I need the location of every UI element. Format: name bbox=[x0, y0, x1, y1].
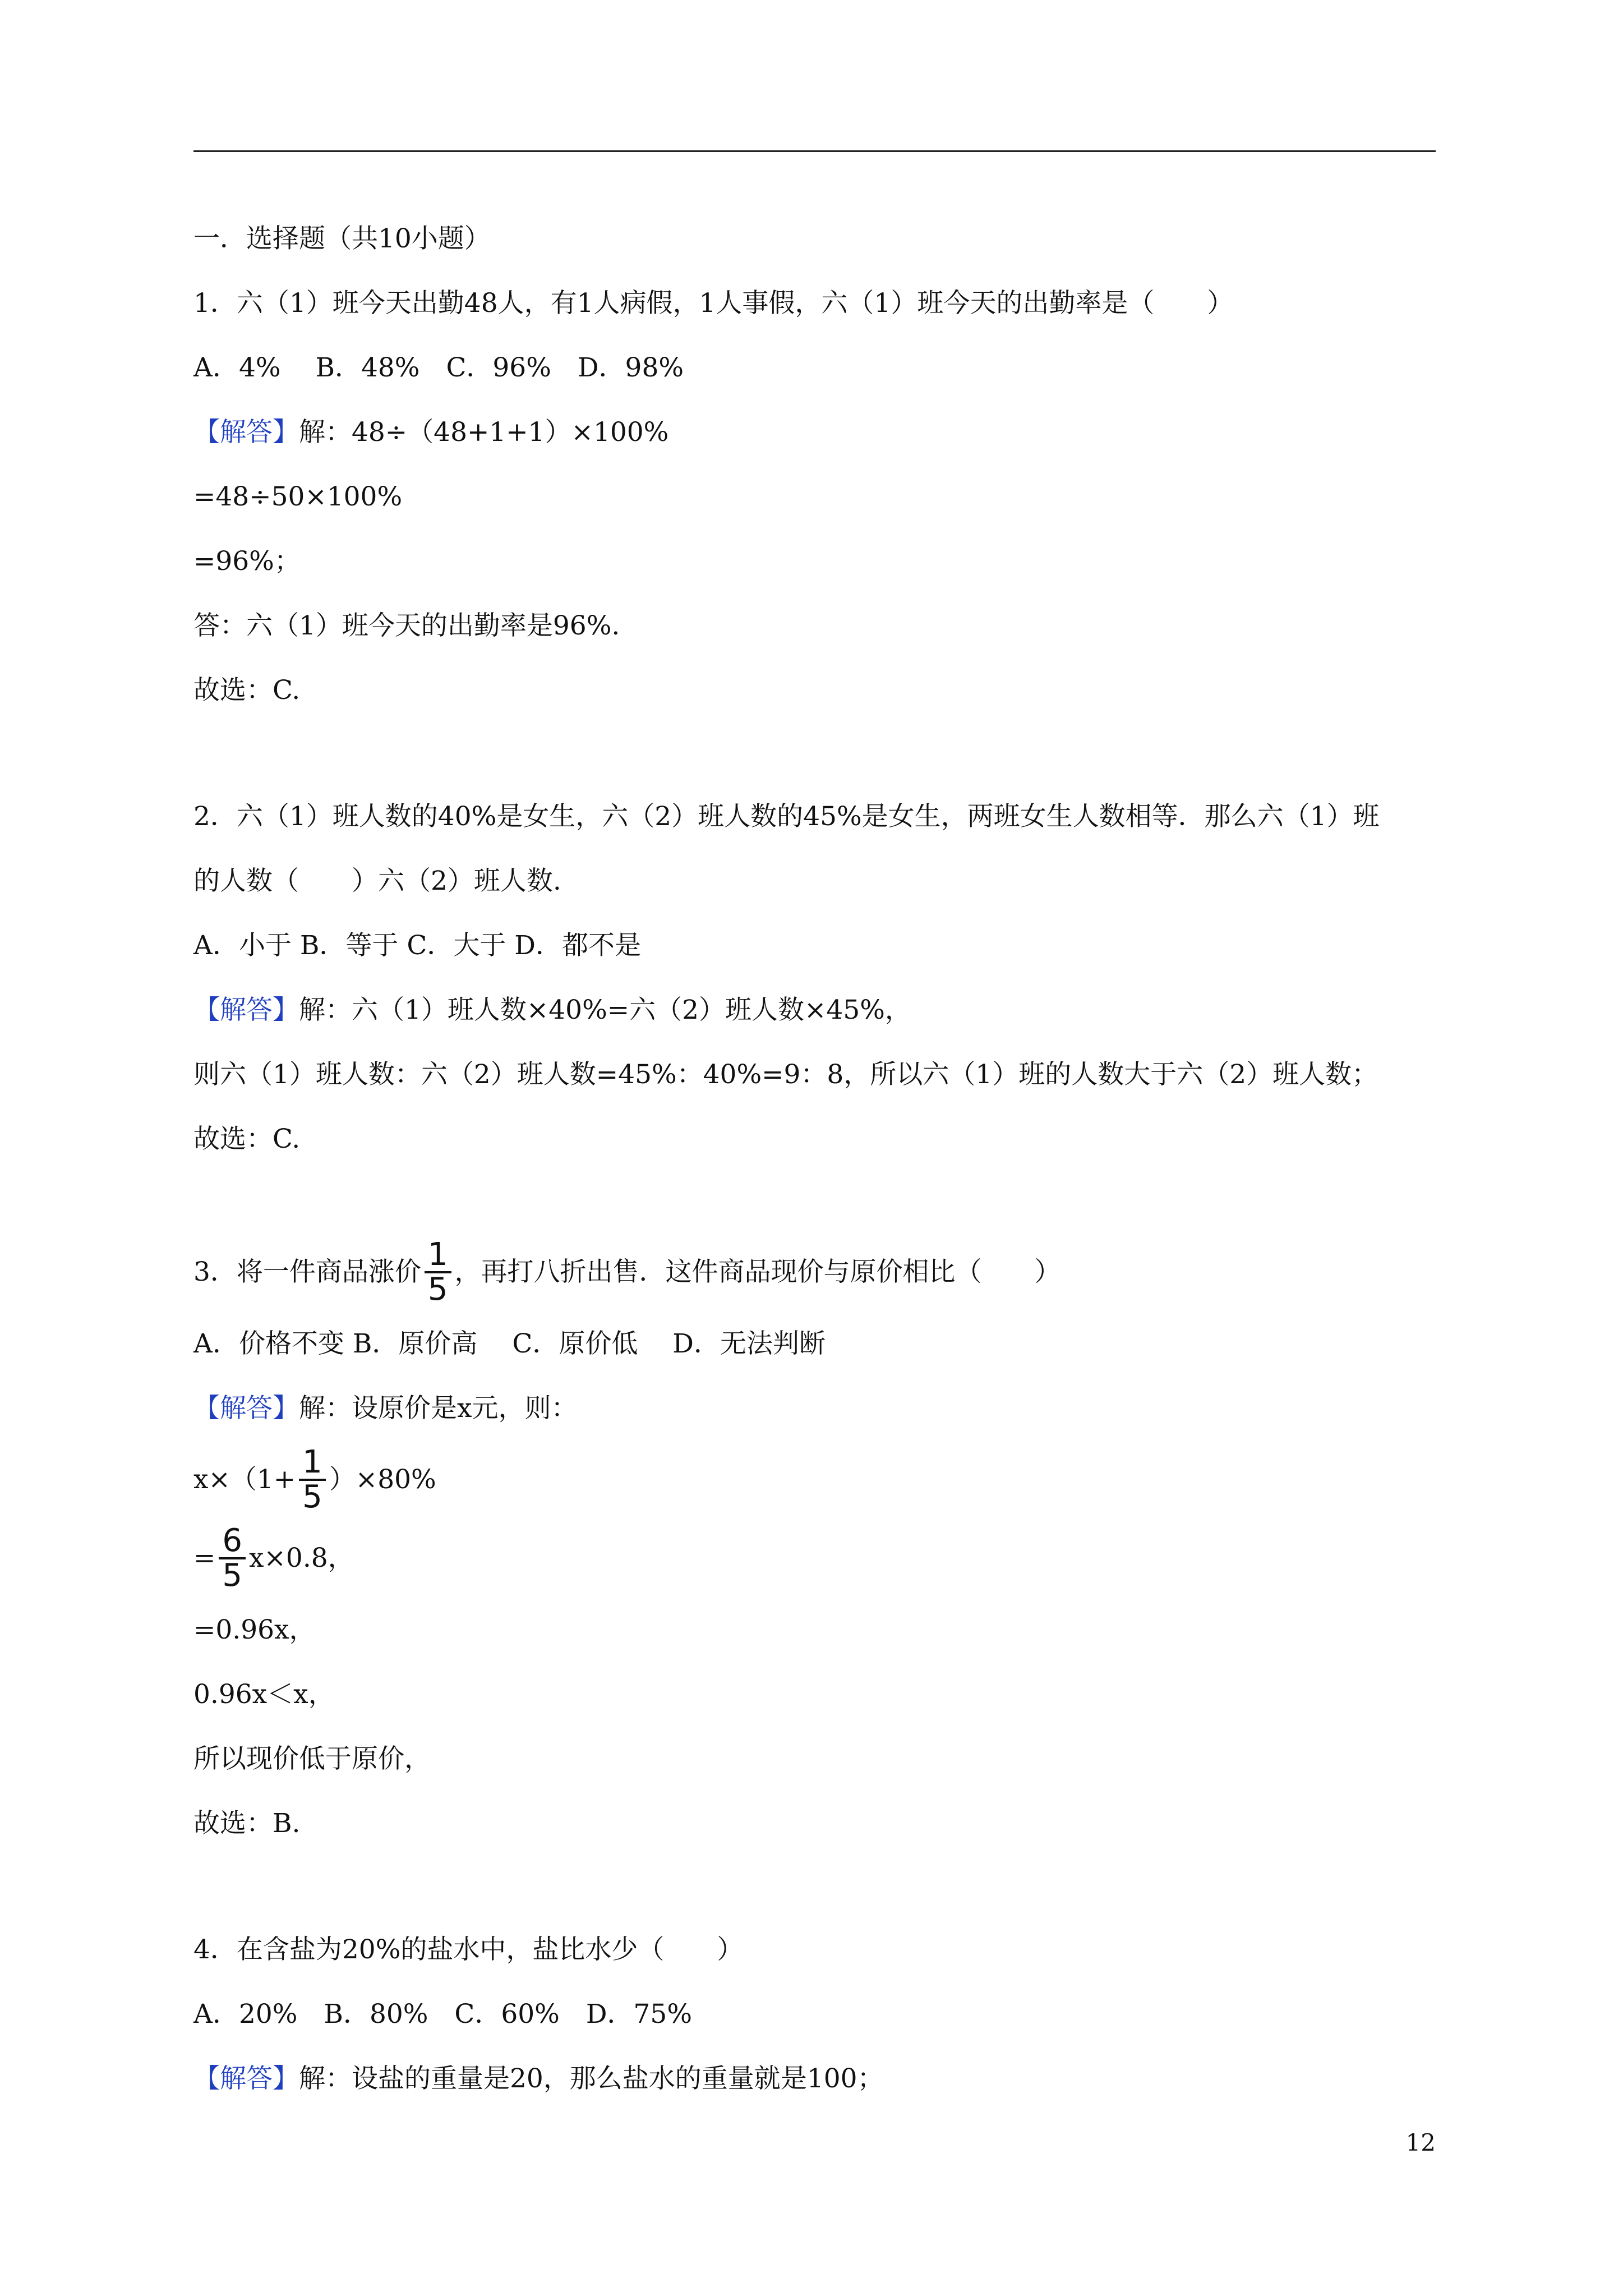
q3-solution-line-7 bbox=[193, 1791, 1436, 1856]
q1-sol-3-text: =96%； bbox=[193, 545, 301, 577]
q1-solution-line-3 bbox=[193, 529, 1436, 593]
q1-solution-line-2 bbox=[193, 464, 1436, 529]
q3-stem-pre: 3．将一件商品涨价 bbox=[193, 1257, 421, 1287]
fraction bbox=[219, 1522, 246, 1594]
answer-tag: 【解答】 bbox=[193, 416, 299, 448]
fraction-denominator: 5 bbox=[427, 1271, 448, 1308]
q3-solution-line-1 bbox=[193, 1376, 1436, 1441]
answer-tag: 【解答】 bbox=[193, 2063, 299, 2094]
fraction-denominator: 5 bbox=[302, 1479, 322, 1515]
q4-stem bbox=[193, 1917, 1436, 1982]
spacer bbox=[193, 1171, 1436, 1233]
q2-sol-2-text: 则六（1）班人数：六（2）班人数=45%：40%=9：8，所以六（1）班的人数大于六（2）班人数； bbox=[193, 1059, 1378, 1090]
page-number: 12 bbox=[1405, 2129, 1436, 2156]
q3-stem-post: ，再打八折出售．这件商品现价与原价相比（ ） bbox=[454, 1257, 1061, 1287]
q1-stem bbox=[193, 271, 1436, 335]
q3-options-text: A．价格不变 B．原价高 C．原价低 D．无法判断 bbox=[193, 1328, 826, 1359]
section-title bbox=[193, 206, 1436, 271]
q1-options bbox=[193, 335, 1436, 400]
q3-sol-1-text: 解：设原价是x元，则： bbox=[299, 1392, 578, 1424]
q3-solution-line-3 bbox=[193, 1519, 1436, 1598]
q3-solution-line-6 bbox=[193, 1727, 1436, 1791]
q1-sol-4-text: 答：六（1）班今天的出勤率是96%. bbox=[193, 610, 620, 641]
q2-stem-line-1 bbox=[193, 784, 1436, 849]
q2-options-text: A．小于 B．等于 C．大于 D．都不是 bbox=[193, 930, 641, 961]
fraction-numerator: 6 bbox=[219, 1525, 246, 1559]
q3-sol-2-pre: x×（1+ bbox=[193, 1464, 296, 1495]
q4-options-text: A．20% B．80% C．60% D．75% bbox=[193, 1998, 692, 2030]
fraction-denominator: 5 bbox=[222, 1557, 243, 1594]
fraction-numerator: 1 bbox=[425, 1239, 451, 1273]
q1-options-text: A．4% B．48% C．96% D．98% bbox=[193, 352, 684, 383]
q3-sol-3-pre: = bbox=[193, 1543, 216, 1573]
q4-sol-1-text: 解：设盐的重量是20，那么盐水的重量就是100； bbox=[299, 2063, 884, 2094]
fraction-numerator: 1 bbox=[299, 1446, 326, 1481]
q3-sol-2-post: ）×80% bbox=[329, 1464, 436, 1495]
q1-sol-2-text: =48÷50×100% bbox=[193, 481, 403, 512]
q4-stem-text: 4．在含盐为20%的盐水中，盐比水少（ ） bbox=[193, 1934, 744, 1965]
q1-solution-line-5 bbox=[193, 658, 1436, 723]
q3-sol-6-text: 所以现价低于原价， bbox=[193, 1743, 431, 1774]
q2-sol-3-text: 故选：C. bbox=[193, 1123, 301, 1154]
q3-sol-5-text: 0.96x＜x， bbox=[193, 1678, 335, 1710]
q2-solution-line-1 bbox=[193, 978, 1436, 1042]
q2-stem-1-text: 2．六（1）班人数的40%是女生，六（2）班人数的45%是女生，两班女生人数相等．那么六（1）班 bbox=[193, 800, 1380, 832]
fraction bbox=[299, 1446, 326, 1513]
q4-solution-line-1 bbox=[193, 2046, 1436, 2111]
answer-tag: 【解答】 bbox=[193, 1392, 299, 1424]
q3-options bbox=[193, 1312, 1436, 1376]
q3-solution-line-4 bbox=[193, 1598, 1436, 1662]
spacer bbox=[193, 1856, 1436, 1917]
q3-sol-3-post: x×0.8， bbox=[249, 1543, 354, 1573]
answer-tag: 【解答】 bbox=[193, 994, 299, 1025]
q2-solution-line-2 bbox=[193, 1042, 1436, 1107]
q2-options bbox=[193, 913, 1436, 978]
q2-solution-line-3 bbox=[193, 1107, 1436, 1171]
q3-solution-line-2 bbox=[193, 1441, 1436, 1519]
q2-stem-2-text: 的人数（ ）六（2）班人数. bbox=[193, 865, 561, 896]
q3-sol-7-text: 故选：B. bbox=[193, 1807, 301, 1839]
q2-sol-1-text: 解：六（1）班人数×40%=六（2）班人数×45%， bbox=[299, 994, 911, 1025]
fraction bbox=[425, 1236, 451, 1308]
section-title-text: 一．选择题（共10小题） bbox=[193, 223, 491, 254]
q2-stem-line-2 bbox=[193, 849, 1436, 913]
q3-sol-4-text: =0.96x， bbox=[193, 1614, 316, 1645]
q1-sol-5-text: 故选：C. bbox=[193, 674, 301, 706]
q1-solution-line-1 bbox=[193, 400, 1436, 464]
q3-stem bbox=[193, 1233, 1436, 1312]
q1-stem-text: 1．六（1）班今天出勤48人，有1人病假，1人事假，六（1）班今天的出勤率是（ ） bbox=[193, 287, 1234, 319]
document-body bbox=[193, 206, 1436, 2111]
spacer bbox=[193, 723, 1436, 784]
q1-solution-line-4 bbox=[193, 593, 1436, 658]
q4-options bbox=[193, 1982, 1436, 2046]
q1-sol-1-text: 解：48÷（48+1+1）×100% bbox=[299, 416, 669, 448]
header-rule bbox=[193, 150, 1436, 152]
q3-solution-line-5 bbox=[193, 1662, 1436, 1727]
